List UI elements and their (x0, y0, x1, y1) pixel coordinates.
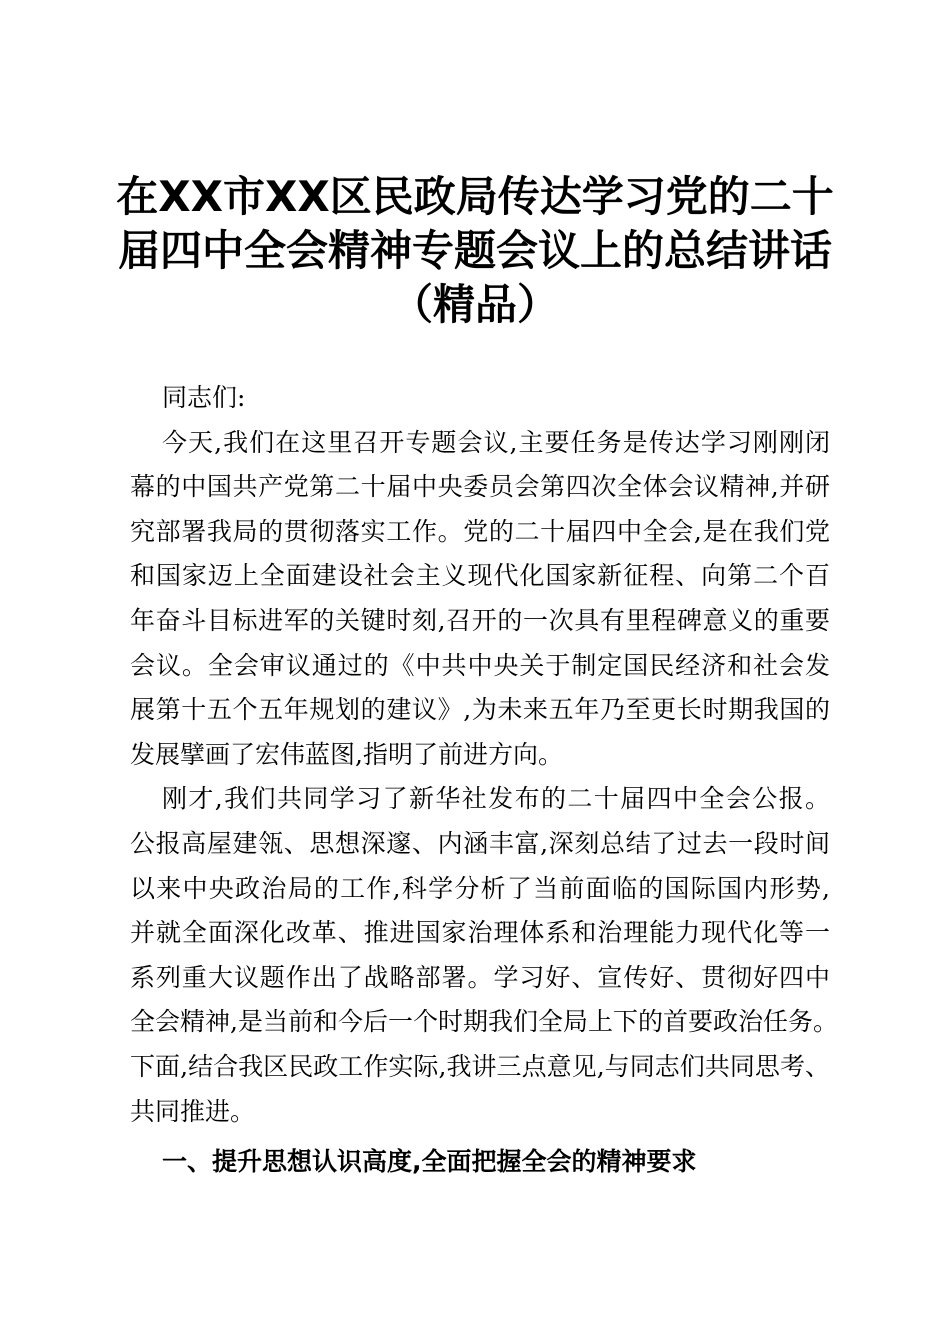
paragraph-line: 系列重大议题作出了战略部署。学习好、宣传好、贯彻好四中 (130, 962, 830, 992)
paragraph-line: 共同推进。 (130, 1096, 256, 1126)
paragraph-line: 年奋斗目标进军的关键时刻,召开的一次具有里程碑意义的重要 (130, 605, 830, 635)
title-line: 届四中全会精神专题会议上的总结讲话 (117, 226, 832, 275)
document-title (100, 170, 850, 332)
paragraph-line: 今天,我们在这里召开专题会议,主要任务是传达学习刚刚闭 (162, 427, 830, 457)
paragraph (130, 777, 838, 1134)
paragraph-line: 发展擘画了宏伟蓝图,指明了前进方向。 (130, 739, 563, 769)
document-body (130, 376, 838, 1184)
paragraph-line: 展第十五个五年规划的建议》,为未来五年乃至更长时期我国的 (130, 695, 830, 725)
paragraph-line: 公报高屋建瓴、思想深邃、内涵丰富,深刻总结了过去一段时间 (130, 828, 830, 858)
paragraph-line: 全会精神,是当前和今后一个时期我们全局上下的首要政治任务。 (130, 1007, 838, 1037)
salutation: 同志们: (162, 383, 246, 412)
paragraph-line: 和国家迈上全面建设社会主义现代化国家新征程、向第二个百 (130, 561, 830, 591)
title-line: （精品） (390, 280, 559, 329)
paragraph-line: 下面,结合我区民政工作实际,我讲三点意见,与同志们共同思考、 (130, 1051, 830, 1081)
paragraph-line: 以来中央政治局的工作,科学分析了当前面临的国际国内形势, (130, 873, 830, 903)
paragraph-line: 究部署我局的贯彻落实工作。党的二十届四中全会,是在我们党 (130, 516, 830, 546)
section-heading: 一、提升思想认识高度,全面把握全会的精神要求 (162, 1147, 697, 1177)
paragraph-line: 刚才,我们共同学习了新华社发布的二十届四中全会公报。 (162, 784, 830, 814)
paragraph-line: 并就全面深化改革、推进国家治理体系和治理能力现代化等一 (130, 918, 830, 948)
title-line: 在XX市XX区民政局传达学习党的二十 (116, 172, 834, 221)
paragraph (130, 421, 830, 778)
paragraph-line: 会议。全会审议通过的《中共中央关于制定国民经济和社会发 (130, 650, 830, 680)
paragraph-line: 幕的中国共产党第二十届中央委员会第四次全体会议精神,并研 (130, 472, 830, 502)
